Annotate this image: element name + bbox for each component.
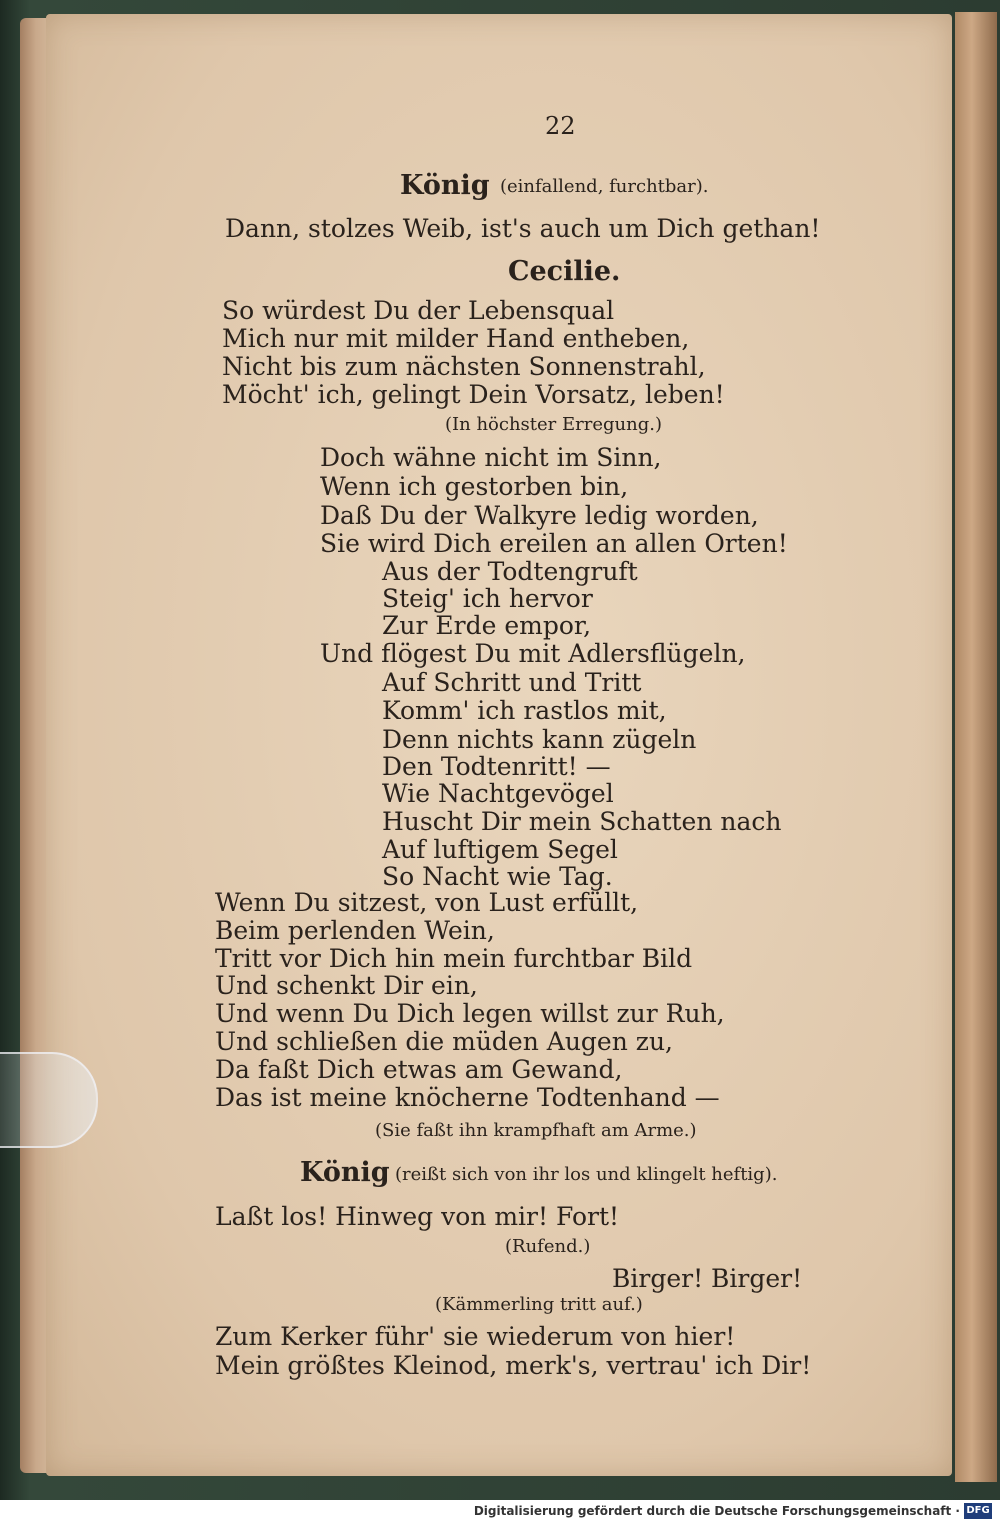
verse-line: Zum Kerker führ' sie wiederum von hier! (215, 1322, 736, 1351)
verse-line: Steig' ich hervor (382, 584, 593, 613)
verse-line: Beim perlenden Wein, (215, 916, 495, 945)
verse-line: Wenn ich gestorben bin, (320, 472, 629, 501)
verse-line: Wie Nachtgevögel (382, 779, 614, 808)
verse-line: Tritt vor Dich hin mein furchtbar Bild (215, 944, 693, 973)
speaker-koenig-2: König (300, 1157, 390, 1188)
verse-line: Denn nichts kann zügeln (382, 725, 697, 754)
stage-direction-5: (Rufend.) (505, 1236, 591, 1257)
verse-line: So Nacht wie Tag. (382, 862, 613, 891)
speaker-koenig-1: König (400, 170, 490, 201)
verse-line: Mein größtes Kleinod, merk's, vertrau' ich Dir! (215, 1351, 812, 1380)
verse-line: Auf luftigem Segel (382, 835, 618, 864)
verse-line: Wenn Du sitzest, von Lust erfüllt, (215, 888, 639, 917)
dfg-logo-icon: DFG (964, 1503, 992, 1519)
verse-line: Auf Schritt und Tritt (382, 668, 642, 697)
stage-direction-2: (In höchster Erregung.) (445, 414, 662, 435)
verse-line: Komm' ich rastlos mit, (382, 696, 667, 725)
verse-line: Dann, stolzes Weib, ist's auch um Dich gethan! (225, 214, 821, 243)
verse-line: Und schließen die müden Augen zu, (215, 1027, 673, 1056)
verse-line: Huscht Dir mein Schatten nach (382, 807, 782, 836)
book-spine (955, 12, 997, 1482)
page-clip (0, 1052, 98, 1148)
verse-line: Nicht bis zum nächsten Sonnenstrahl, (222, 352, 706, 381)
verse-line: Sie wird Dich ereilen an allen Orten! (320, 529, 788, 558)
stage-direction-6: (Kämmerling tritt auf.) (435, 1294, 643, 1315)
stage-direction-4: (reißt sich von ihr los und klingelt heftig). (395, 1164, 778, 1185)
verse-line: Aus der Todtengruft (382, 557, 638, 586)
verse-line: Und schenkt Dir ein, (215, 971, 478, 1000)
verse-line: Daß Du der Walkyre ledig worden, (320, 501, 759, 530)
verse-line: Birger! Birger! (612, 1264, 803, 1293)
speaker-cecilie: Cecilie. (508, 256, 621, 287)
verse-line: Und wenn Du Dich legen willst zur Ruh, (215, 999, 725, 1028)
verse-line: Zur Erde empor, (382, 611, 592, 640)
stage-direction-3: (Sie faßt ihn krampfhaft am Arme.) (375, 1120, 697, 1141)
verse-line: Den Todtenritt! — (382, 752, 611, 781)
footer-credit: Digitalisierung gefördert durch die Deutsche Forschungsgemeinschaft · (473, 1504, 960, 1518)
verse-line: Da faßt Dich etwas am Gewand, (215, 1055, 623, 1084)
verse-line: So würdest Du der Lebensqual (222, 296, 615, 325)
verse-line: Möcht' ich, gelingt Dein Vorsatz, leben! (222, 380, 725, 409)
page-number: 22 (545, 112, 576, 140)
stage-direction-1: (einfallend, furchtbar). (500, 176, 709, 197)
verse-line: Laßt los! Hinweg von mir! Fort! (215, 1202, 620, 1231)
verse-line: Das ist meine knöcherne Todtenhand — (215, 1083, 720, 1112)
verse-line: Doch wähne nicht im Sinn, (320, 443, 662, 472)
verse-line: Mich nur mit milder Hand entheben, (222, 324, 690, 353)
verse-line: Und flögest Du mit Adlersflügeln, (320, 639, 746, 668)
